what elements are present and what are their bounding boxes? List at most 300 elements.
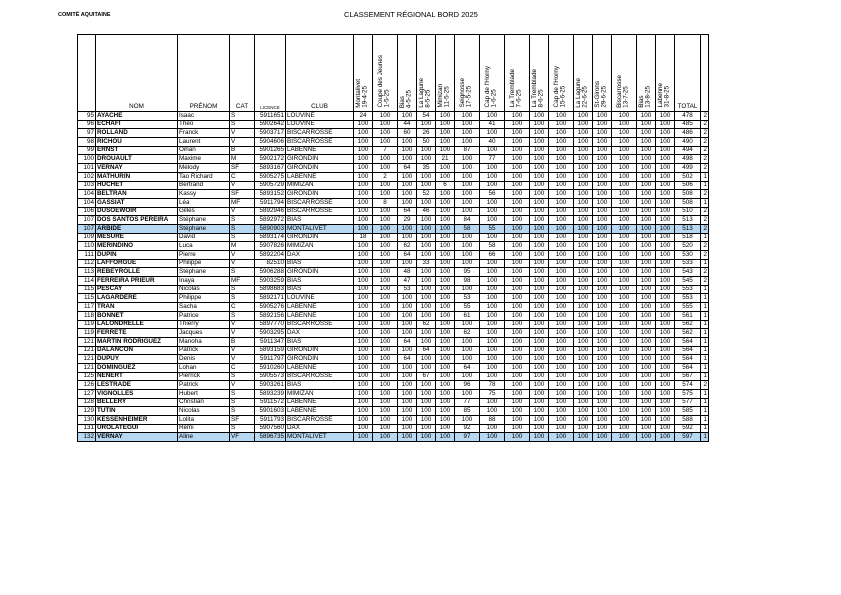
score-cell: 100 [656,172,675,181]
rank-cell: 111 [78,251,96,260]
score-cell: 100 [505,224,530,233]
nom-cell: FERRETE [96,329,178,338]
score-cell: 100 [530,433,549,442]
score-cell: 100 [530,329,549,338]
score-cell: 100 [505,181,530,190]
extra-cell: 2 [701,112,709,121]
rank-cell: 97 [78,129,96,138]
table-row [78,303,709,312]
extra-cell: 1 [701,346,709,355]
score-cell: 100 [656,363,675,372]
total-cell: 494 [675,146,701,155]
nom-cell: BELLERY [96,398,178,407]
score-cell: 100 [574,294,593,303]
club-cell: GIRONDIN [286,268,354,277]
score-cell: 58 [480,242,505,251]
score-cell: 100 [480,216,505,225]
table-row [78,129,709,138]
score-cell: 100 [593,155,612,164]
score-cell: 100 [373,112,398,121]
score-cell: 100 [398,198,417,207]
licence-cell: 5911794 [255,198,286,207]
licence-cell: 82510 [255,259,286,268]
score-cell: 100 [354,259,373,268]
score-cell: 78 [480,381,505,390]
licence-cell: 5893159 [255,346,286,355]
score-cell: 100 [656,303,675,312]
score-cell: 100 [612,337,637,346]
score-cell: 100 [505,277,530,286]
total-cell: 478 [675,112,701,121]
score-cell: 8 [373,198,398,207]
score-cell: 100 [480,268,505,277]
score-cell: 56 [480,190,505,199]
nom-cell: FERREIRA PRIEUR [96,277,178,286]
score-cell: 100 [612,138,637,147]
score-cell: 100 [593,294,612,303]
extra-cell: 2 [701,381,709,390]
prenom-cell: Isaac [178,112,230,121]
score-cell: 100 [373,242,398,251]
score-cell: 100 [656,320,675,329]
score-cell: 100 [354,190,373,199]
rank-cell: 99 [78,146,96,155]
score-cell: 100 [593,268,612,277]
cat-cell: S [230,224,255,233]
score-cell: 100 [354,294,373,303]
total-cell: 577 [675,398,701,407]
table-row [78,190,709,199]
score-cell: 100 [505,346,530,355]
score-cell: 100 [417,285,436,294]
table-row [78,355,709,364]
score-cell: 100 [480,398,505,407]
prenom-cell: Patrick [178,381,230,390]
prenom-cell: Stéphane [178,268,230,277]
score-cell: 100 [593,381,612,390]
score-cell: 100 [593,198,612,207]
score-cell: 100 [354,224,373,233]
score-cell: 100 [354,216,373,225]
score-cell: 100 [612,416,637,425]
score-cell: 100 [354,181,373,190]
score-cell: 100 [656,398,675,407]
score-cell: 100 [612,320,637,329]
club-cell: MONTALIVET [286,433,354,442]
score-cell: 100 [505,198,530,207]
score-cell: 100 [574,303,593,312]
score-cell: 100 [505,129,530,138]
score-cell: 100 [354,251,373,260]
extra-cell: 1 [701,311,709,320]
score-cell: 100 [637,224,656,233]
licence-cell: 5911347 [255,337,286,346]
score-cell: 100 [505,138,530,147]
score-cell: 100 [373,120,398,129]
score-cell: 100 [354,320,373,329]
score-cell: 100 [530,207,549,216]
score-cell: 100 [637,268,656,277]
score-cell: 100 [417,294,436,303]
rank-cell: 128 [78,398,96,407]
score-cell: 100 [549,398,574,407]
score-cell: 100 [354,268,373,277]
score-cell: 100 [398,224,417,233]
score-cell: 100 [398,294,417,303]
score-cell: 100 [354,390,373,399]
score-cell: 100 [455,120,480,129]
prenom-cell: Maxime [178,155,230,164]
score-cell: 55 [480,224,505,233]
score-cell: 100 [373,346,398,355]
prenom-cell: Thierry [178,320,230,329]
cat-cell: C [230,172,255,181]
cat-cell: S [230,372,255,381]
score-cell: 100 [436,138,455,147]
nom-cell: ROLLAND [96,129,178,138]
rank-cell: 110 [78,242,96,251]
score-cell: 100 [505,268,530,277]
prenom-cell: Pierre [178,251,230,260]
score-cell: 100 [530,112,549,121]
score-cell: 100 [612,311,637,320]
score-cell: 100 [637,138,656,147]
prenom-cell: Oihan [178,146,230,155]
regatta-header: Cap de l'Horny 15-6-25 [549,35,574,112]
score-cell: 100 [574,216,593,225]
score-cell: 100 [455,416,480,425]
score-cell: 100 [593,355,612,364]
score-cell: 100 [637,164,656,173]
total-cell: 498 [675,155,701,164]
score-cell: 100 [656,355,675,364]
score-cell: 96 [455,381,480,390]
licence-cell: 5902172 [255,155,286,164]
prenom-cell: Tao Richard [178,172,230,181]
score-cell: 100 [436,363,455,372]
score-cell: 100 [480,277,505,286]
total-cell: 513 [675,216,701,225]
rank-cell: 127 [78,390,96,399]
cat-cell: B [230,146,255,155]
score-cell: 100 [354,129,373,138]
score-cell: 100 [417,233,436,242]
licence-cell: 5898683 [255,285,286,294]
nom-cell: DROUAULT [96,155,178,164]
score-cell: 100 [656,424,675,433]
score-cell: 100 [480,294,505,303]
rank-cell: 121 [78,363,96,372]
score-cell: 58 [455,224,480,233]
score-cell: 100 [656,381,675,390]
prenom-cell: Luca [178,242,230,251]
score-cell: 100 [505,242,530,251]
score-cell: 100 [530,198,549,207]
score-cell: 85 [455,407,480,416]
score-cell: 100 [436,146,455,155]
prenom-cell: Léa [178,198,230,207]
score-cell: 64 [398,164,417,173]
total-cell: 597 [675,433,701,442]
extra-cell: 1 [701,416,709,425]
score-cell: 100 [612,112,637,121]
score-cell: 100 [530,259,549,268]
score-cell: 100 [637,198,656,207]
score-cell: 100 [530,355,549,364]
licence-cell: 5903261 [255,381,286,390]
score-cell: 100 [373,224,398,233]
club-cell: DAX [286,329,354,338]
table-row [78,207,709,216]
score-cell: 100 [373,216,398,225]
score-cell: 7 [373,146,398,155]
score-cell: 100 [656,138,675,147]
score-cell: 100 [530,268,549,277]
nom-cell: NENERT [96,372,178,381]
nom-cell: DUSOEWOIR [96,207,178,216]
score-cell: 100 [436,277,455,286]
prenom-cell: Théo [178,120,230,129]
cat-cell: S [230,285,255,294]
regatta-header: Mimizan 11-5-25 [436,35,455,112]
score-cell: 100 [373,372,398,381]
licence-cell: 5904606 [255,138,286,147]
score-cell: 100 [593,372,612,381]
extra-cell: 1 [701,372,709,381]
regatta-header: Coupe des Jeunes 1-5-25 [373,35,398,112]
score-cell: 100 [373,277,398,286]
score-cell: 100 [549,407,574,416]
prenom-cell: Franck [178,129,230,138]
prenom-cell: Denis [178,355,230,364]
nom-cell: MERINDINO [96,242,178,251]
cat-cell: S [230,268,255,277]
score-cell: 100 [505,146,530,155]
rank-cell: 113 [78,268,96,277]
score-cell: 64 [398,251,417,260]
score-cell: 100 [530,294,549,303]
regatta-header: St-Girons 29-6-25 [593,35,612,112]
prenom-cell: Kassy [178,190,230,199]
score-cell: 100 [656,120,675,129]
table-row [78,259,709,268]
score-cell: 100 [417,363,436,372]
score-cell: 100 [436,337,455,346]
prenom-cell: Nicolas [178,407,230,416]
score-cell: 100 [417,172,436,181]
score-cell: 100 [593,207,612,216]
score-cell: 100 [417,311,436,320]
score-cell: 100 [612,242,637,251]
nom-cell: LAFFORGUE [96,259,178,268]
score-cell: 100 [656,416,675,425]
score-cell: 100 [549,207,574,216]
score-cell: 54 [417,112,436,121]
extra-cell: 1 [701,407,709,416]
score-cell: 100 [530,138,549,147]
score-cell: 100 [354,285,373,294]
score-cell: 100 [612,390,637,399]
score-cell: 100 [354,346,373,355]
score-cell: 100 [593,233,612,242]
regatta-header: La Lagune 22-6-25 [574,35,593,112]
score-cell: 100 [436,294,455,303]
score-cell: 100 [373,207,398,216]
extra-cell: 2 [701,216,709,225]
score-cell: 100 [373,424,398,433]
nom-cell: VERNAY [96,433,178,442]
table-row [78,285,709,294]
score-cell: 100 [373,407,398,416]
score-cell: 52 [417,190,436,199]
club-cell: BIAS [286,277,354,286]
score-cell: 100 [398,363,417,372]
table-row [78,346,709,355]
score-cell: 100 [505,424,530,433]
score-cell: 100 [574,424,593,433]
score-cell: 100 [612,172,637,181]
score-cell: 100 [436,329,455,338]
score-cell: 100 [417,433,436,442]
extra-cell: 2 [701,224,709,233]
score-cell: 100 [637,129,656,138]
score-cell: 100 [354,198,373,207]
nom-cell: HUCHET [96,181,178,190]
score-cell: 61 [455,311,480,320]
score-cell: 100 [354,277,373,286]
club-cell: BISCARROSSE [286,129,354,138]
score-cell: 100 [574,164,593,173]
club-cell: LABENNE [286,363,354,372]
score-cell: 100 [637,337,656,346]
score-cell: 100 [373,268,398,277]
score-cell: 100 [637,311,656,320]
table-row [78,433,709,442]
rank-cell: 125 [78,372,96,381]
score-cell: 100 [612,294,637,303]
score-cell: 100 [574,198,593,207]
club-cell: BIAS [286,259,354,268]
score-cell: 100 [612,372,637,381]
score-cell: 100 [549,346,574,355]
club-cell: LABENNE [286,311,354,320]
ranking-table [77,34,709,442]
page-title: CLASSEMENT RÉGIONAL BORD 2025 [344,10,478,19]
score-cell: 100 [480,329,505,338]
cat-cell: C [230,303,255,312]
score-cell: 100 [480,233,505,242]
score-cell: 100 [593,112,612,121]
score-cell: 100 [656,390,675,399]
score-cell: 100 [417,277,436,286]
score-cell: 100 [436,259,455,268]
score-cell: 100 [505,294,530,303]
table-row [78,294,709,303]
score-cell: 100 [530,146,549,155]
extra-cell: 1 [701,355,709,364]
nom-cell: LESTRADE [96,381,178,390]
score-cell: 100 [593,259,612,268]
score-cell: 100 [417,268,436,277]
nom-cell: DUPIN [96,251,178,260]
score-cell: 100 [436,407,455,416]
nom-cell: RICHOU [96,138,178,147]
licence-cell: 5907560 [255,424,286,433]
score-cell: 100 [574,155,593,164]
prenom-cell: Aline [178,433,230,442]
table-row [78,146,709,155]
regatta-header: Labenne 31-8-25 [656,35,675,112]
score-cell: 100 [637,381,656,390]
score-cell: 98 [455,277,480,286]
score-cell: 100 [436,311,455,320]
score-cell: 100 [593,224,612,233]
score-cell: 100 [612,233,637,242]
total-cell: 562 [675,320,701,329]
score-cell: 100 [656,112,675,121]
score-cell: 100 [480,285,505,294]
score-cell: 100 [549,303,574,312]
score-cell: 100 [574,285,593,294]
score-cell: 100 [574,120,593,129]
score-cell: 100 [574,390,593,399]
score-cell: 100 [637,155,656,164]
score-cell: 88 [480,416,505,425]
score-cell: 100 [637,303,656,312]
score-cell: 100 [373,355,398,364]
score-cell: 100 [612,398,637,407]
rank-cell: 107 [78,224,96,233]
extra-cell: 2 [701,120,709,129]
nom-cell: DOMINGUEZ [96,363,178,372]
score-cell: 100 [373,285,398,294]
score-cell: 100 [656,346,675,355]
score-cell: 100 [354,164,373,173]
extra-cell: 1 [701,390,709,399]
licence-cell: 5903259 [255,277,286,286]
prenom-cell: Bertrand [178,181,230,190]
score-cell: 100 [593,129,612,138]
score-cell: 100 [417,120,436,129]
prenom-cell: David [178,233,230,242]
club-cell: MIMIZAN [286,242,354,251]
total-cell: 562 [675,329,701,338]
nom-cell: VIGNOLLES [96,390,178,399]
rank-header [78,35,96,112]
score-cell: 100 [637,433,656,442]
total-cell: 485 [675,120,701,129]
score-cell: 100 [480,181,505,190]
total-cell: 490 [675,138,701,147]
score-cell: 100 [612,424,637,433]
score-cell: 100 [436,233,455,242]
extra-cell: 2 [701,277,709,286]
cat-cell: V [230,346,255,355]
score-cell: 100 [574,320,593,329]
nom-cell: MARTIN RODRIGUEZ [96,337,178,346]
rank-cell: 131 [78,424,96,433]
score-cell: 100 [549,277,574,286]
extra-cell: 1 [701,172,709,181]
total-cell: 533 [675,259,701,268]
score-cell: 100 [530,424,549,433]
extra-cell: 1 [701,233,709,242]
score-cell: 62 [398,242,417,251]
prenom-cell: Stéphane [178,224,230,233]
score-cell: 100 [593,346,612,355]
licence-cell: 5892946 [255,207,286,216]
score-cell: 100 [455,181,480,190]
